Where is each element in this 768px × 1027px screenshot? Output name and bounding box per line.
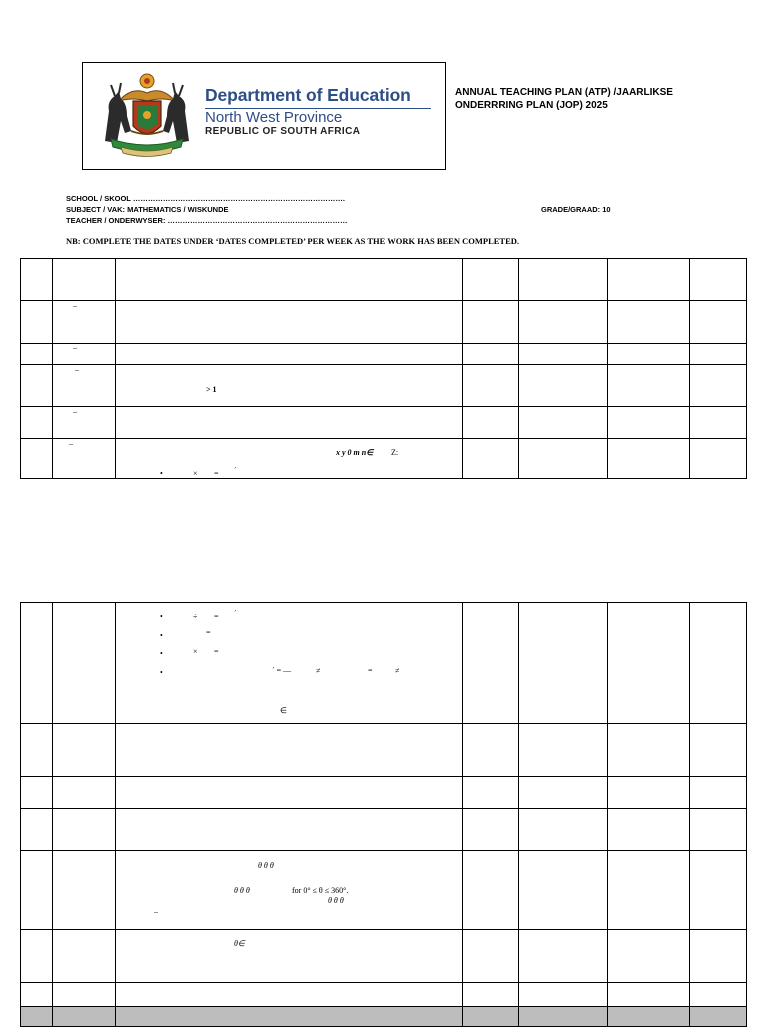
- math-fragment: > 1: [206, 385, 217, 394]
- table-row: [21, 930, 747, 983]
- math-fragment: ´ = —: [272, 666, 292, 675]
- table-row: [21, 365, 747, 407]
- coat-of-arms-icon: [97, 71, 197, 161]
- dash-mark: –: [73, 407, 77, 416]
- math-fragment: θ θ θ: [328, 896, 344, 905]
- math-fragment: ∈: [280, 706, 287, 715]
- bullet: •: [160, 649, 163, 658]
- dash-mark: –: [69, 439, 73, 448]
- math-fragment: for 0° ≤ θ ≤ 360°.: [292, 886, 349, 895]
- table-row: [21, 259, 747, 301]
- school-field: SCHOOL / SKOOL ………………………………………………………………………….: [66, 194, 345, 203]
- republic-name: REPUBLIC OF SOUTH AFRICA: [205, 126, 361, 137]
- table-row: [21, 439, 747, 479]
- table-row: [21, 301, 747, 344]
- bullet: •: [160, 631, 163, 640]
- math-fragment: =: [206, 628, 211, 637]
- table-row: [21, 724, 747, 777]
- bullet: •: [160, 612, 163, 621]
- math-fragment: x y 0 m n∈: [336, 448, 374, 457]
- math-fragment: =: [368, 666, 373, 675]
- math-fragment: θ θ θ: [234, 886, 250, 895]
- table-row: [21, 407, 747, 439]
- dash-mark: –: [75, 365, 79, 374]
- math-fragment: ´: [234, 466, 237, 475]
- table-row: [21, 344, 747, 365]
- plan-title-line2: ONDERRRING PLAN (JOP) 2025: [455, 100, 608, 111]
- plan-table-2: [20, 602, 747, 1027]
- nb-note: NB: COMPLETE THE DATES UNDER ‘DATES COMPLETED’ PER WEEK AS THE WORK HAS BEEN COMPLETED.: [66, 236, 520, 246]
- subject-field: SUBJECT / VAK: MATHEMATICS / WISKUNDE: [66, 205, 229, 214]
- dash-mark: –: [73, 343, 77, 352]
- bullet: •: [160, 668, 163, 677]
- math-fragment: ×: [193, 647, 198, 656]
- math-fragment: ≠: [395, 666, 400, 675]
- department-title: Department of Education: [205, 85, 411, 105]
- table-row: [21, 809, 747, 851]
- math-fragment: Z:: [391, 448, 399, 457]
- department-logo-box: [82, 62, 446, 170]
- table-row: [21, 983, 747, 1007]
- math-fragment: ´: [234, 609, 237, 618]
- dash-mark: –: [73, 301, 77, 310]
- math-fragment: =: [214, 647, 219, 656]
- table-row: [21, 851, 747, 930]
- bullet: •: [160, 469, 163, 478]
- table-row: [21, 603, 747, 724]
- grade-field: GRADE/GRAAD: 10: [541, 205, 611, 214]
- math-fragment: ×: [193, 469, 198, 478]
- math-fragment: θ∈: [234, 939, 245, 948]
- province-name: North West Province: [205, 109, 343, 126]
- teacher-field: TEACHER / ONDERWYSER: ………………………………………………………………: [66, 216, 348, 225]
- math-fragment: ≠: [316, 666, 321, 675]
- math-fragment: ÷: [193, 612, 198, 621]
- plan-table-1: [20, 258, 747, 479]
- dash-mark: –: [154, 907, 158, 916]
- math-fragment: =: [214, 469, 219, 478]
- plan-title: [455, 86, 715, 112]
- math-fragment: =: [214, 612, 219, 621]
- table-row: [21, 777, 747, 809]
- plan-title-line1: ANNUAL TEACHING PLAN (ATP) /JAARLIKSE: [455, 87, 673, 98]
- math-fragment: θ θ θ: [258, 861, 274, 870]
